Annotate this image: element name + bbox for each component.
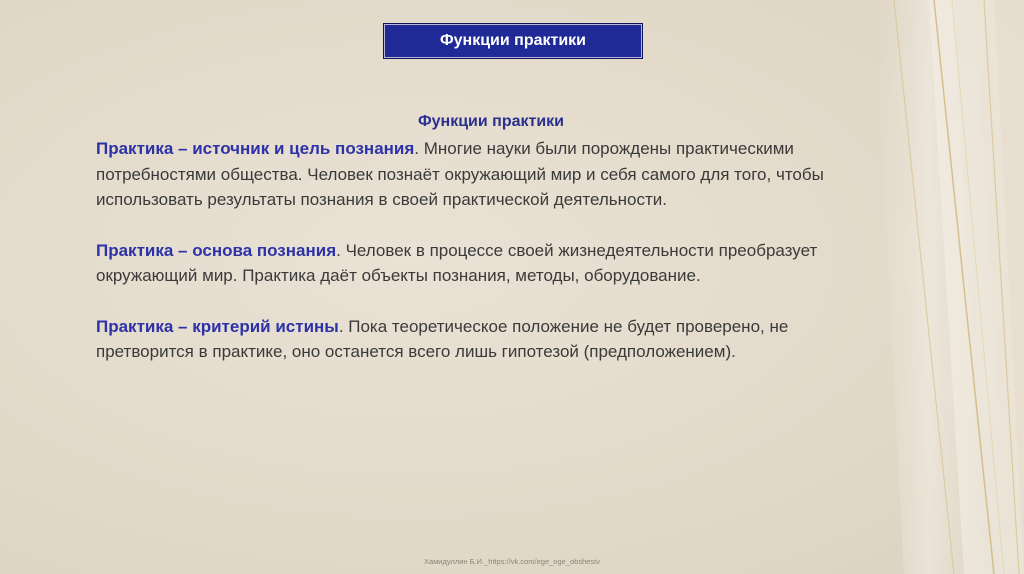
paragraph-basis bbox=[96, 238, 886, 289]
content-heading: Функции практики bbox=[417, 113, 565, 130]
slide-title: Функции практики bbox=[383, 23, 643, 59]
content-block bbox=[96, 110, 886, 390]
paragraph-lead: Практика – источник и цель познания bbox=[96, 139, 415, 158]
paragraph-text: . Пока теоретическое положение не будет проверено, не претворится в практике, оно останется всего лишь гипотезой (предположением). bbox=[96, 316, 789, 361]
paragraph-text: . Человек в процессе своей жизнедеятельности преобразует окружающий мир. Практика даёт объекты познания, методы, оборудование. bbox=[96, 240, 818, 285]
paragraph-lead: Практика – критерий истины bbox=[96, 316, 339, 336]
paragraph-lead: Практика – основа познания bbox=[96, 240, 337, 260]
paragraph-source bbox=[96, 136, 886, 213]
paragraph-text: . Многие науки были порождены практическими потребностями общества. Человек познаёт окружающий мир и себя самого для того, чтобы использовать результаты познания в своей практической деятельности. bbox=[96, 139, 824, 209]
paragraph-criterion bbox=[96, 314, 886, 365]
footer-credit: Хамидуллин Б.И._https://vk.com/ege_oge_obshestv bbox=[423, 557, 601, 566]
